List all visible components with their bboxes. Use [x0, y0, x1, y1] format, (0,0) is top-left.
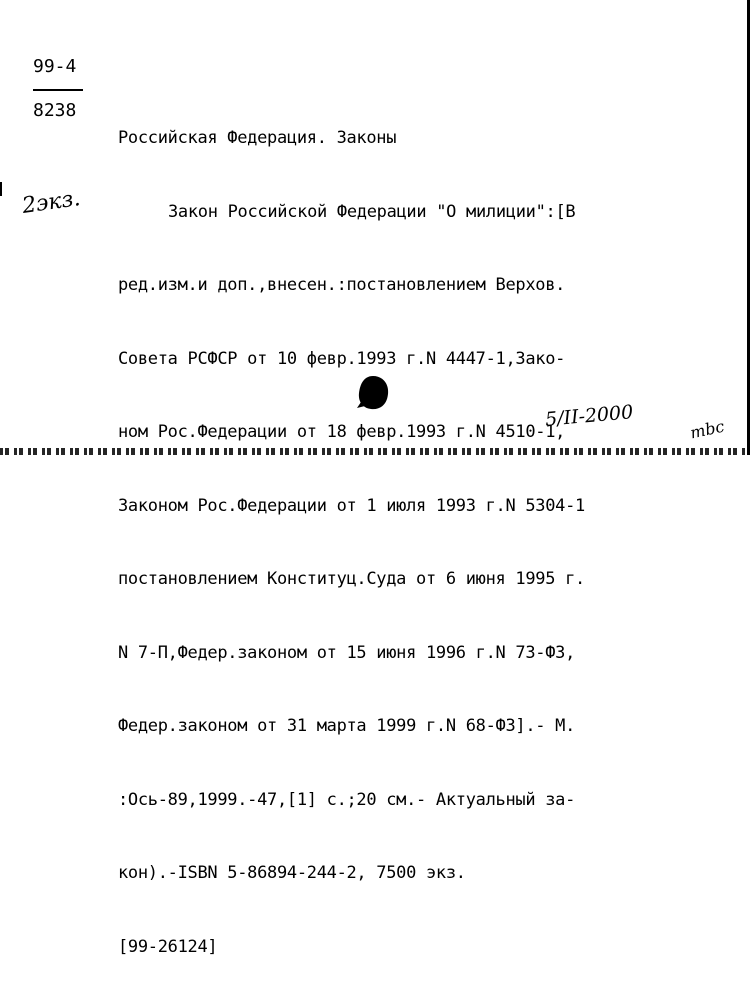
description-line: Законом Рос.Федерации от 1 июля 1993 г.N 5304-1: [118, 495, 585, 516]
description-line: ред.изм.и доп.,внесен.:постановлением Верхов.: [118, 275, 566, 295]
subject-heading: Российская Федерация. Законы: [118, 128, 397, 148]
description-line: кон).-ISBN 5-86894-244-2, 7500 экз.: [118, 863, 466, 883]
accession-number: 8238: [33, 100, 77, 121]
description-line: N 7-П,Федер.законом от 15 июня 1996 г.N 73-ФЗ,: [118, 642, 576, 663]
margin-tick-mark: [0, 182, 2, 196]
ink-blot-icon: [355, 372, 391, 412]
description-line: Совета РСФСР от 10 февр.1993 г.N 4447-1,Зако-: [118, 348, 566, 369]
description-line: [99-26124]: [118, 936, 218, 957]
handwritten-copies-note: 2экз.: [20, 186, 82, 219]
handwritten-initials: mbc: [688, 416, 726, 443]
description-line: :Ось-89,1999.-47,[1] с.;20 см.- Актуальный за-: [118, 789, 576, 810]
description-line: постановлением Конституц.Суда от 6 июня 1995 г.: [118, 569, 585, 589]
call-number-column: [33, 55, 103, 123]
description-line: Закон Российской Федерации "О милиции":[В: [168, 201, 576, 222]
shelf-mark: 99-4: [33, 56, 77, 77]
description-line: ном Рос.Федерации от 18 февр.1993 г.N 4510-1,: [118, 422, 566, 442]
description-line: Федер.законом от 31 марта 1999 г.N 68-ФЗ].- М.: [118, 716, 576, 736]
divider-rule: [33, 89, 83, 91]
handwritten-date-note: 5/II-2000: [544, 401, 635, 431]
bibliographic-description: [118, 77, 728, 1008]
